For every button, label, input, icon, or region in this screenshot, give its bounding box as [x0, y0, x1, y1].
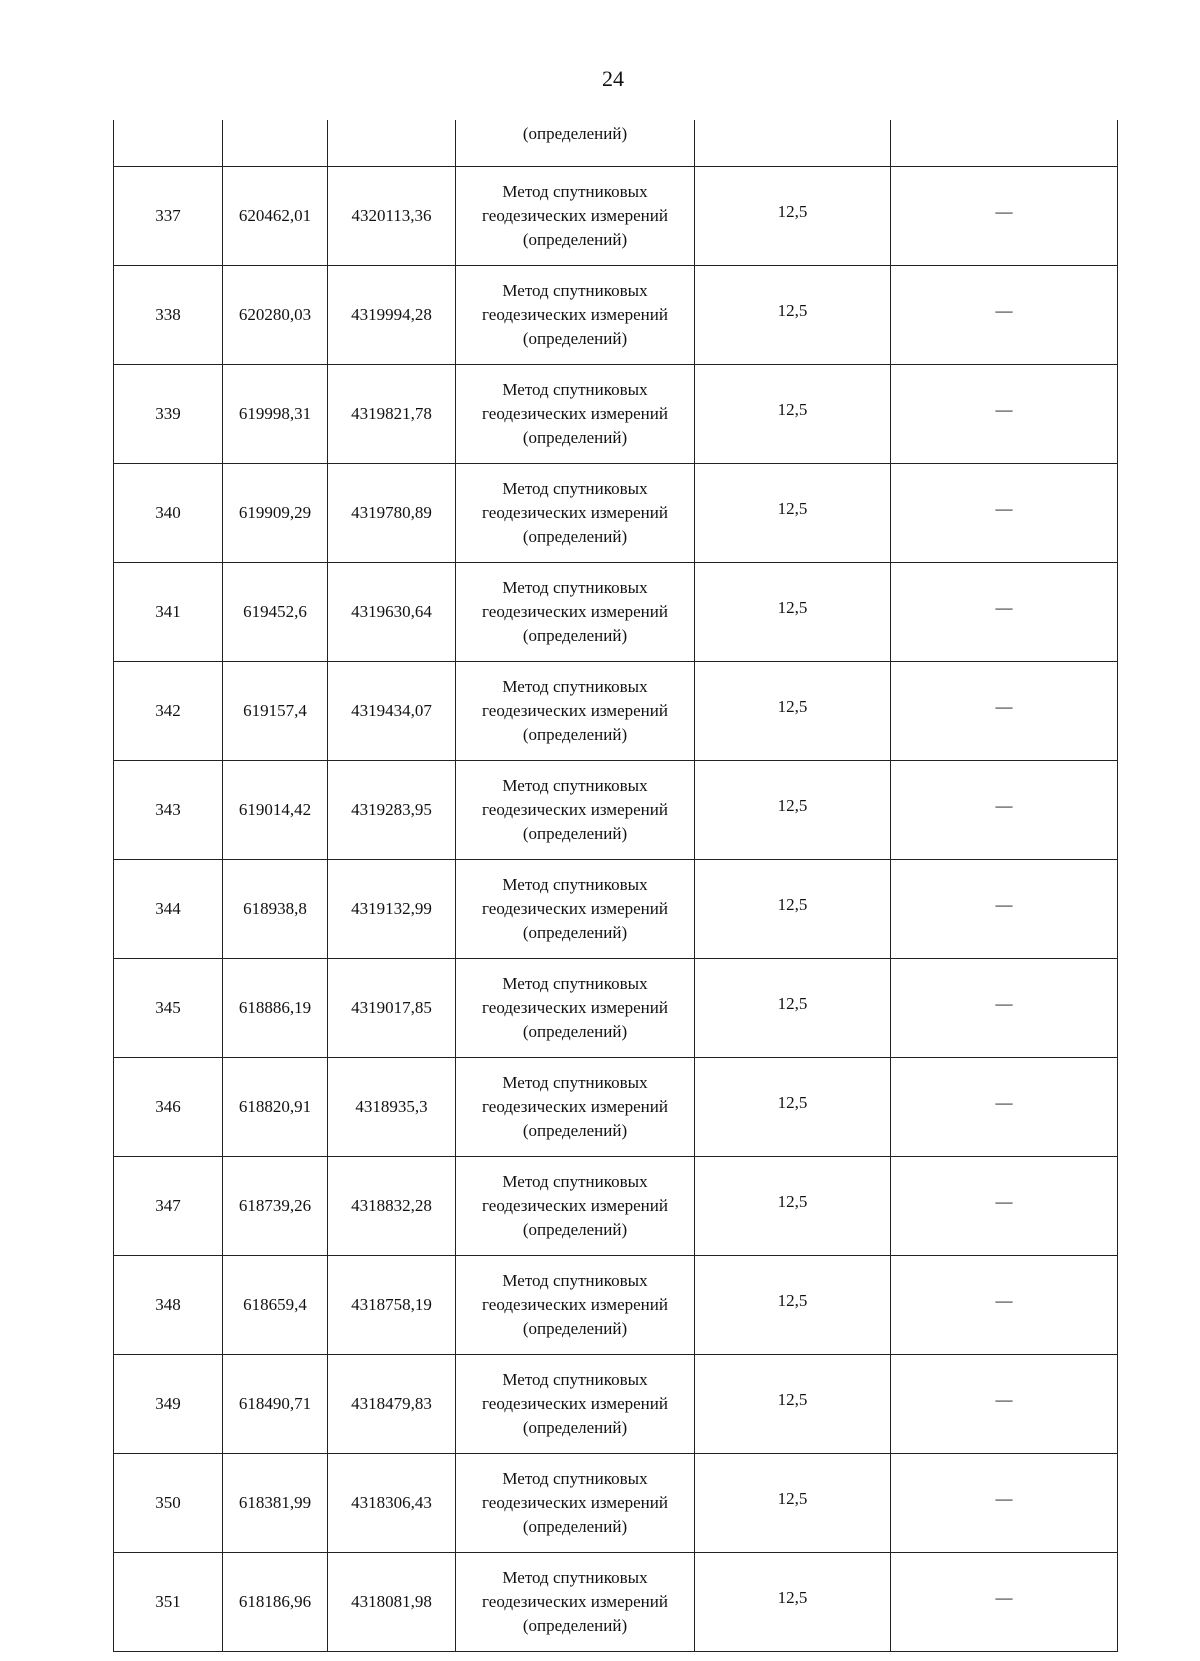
- note-cell: [891, 1553, 1118, 1652]
- note-dash: —: [995, 697, 1013, 716]
- point-number: 349: [114, 1355, 223, 1454]
- coordinate-x: 619909,29: [223, 464, 328, 563]
- note-dash: —: [995, 202, 1013, 221]
- method-line-3: (определений): [522, 1319, 628, 1338]
- method-line-2: геодезических измерений: [482, 1295, 668, 1314]
- note-dash: —: [995, 895, 1013, 914]
- coordinate-y: 4319434,07: [328, 662, 456, 761]
- error-cell: [695, 266, 891, 365]
- error-cell: [695, 563, 891, 662]
- error-value: 12,5: [777, 1093, 808, 1112]
- method-line-2: геодезических измерений: [482, 1592, 668, 1611]
- note-cell: [891, 662, 1118, 761]
- coordinate-y: 4318479,83: [328, 1355, 456, 1454]
- method-line-2: геодезических измерений: [482, 305, 668, 324]
- method-line-2: геодезических измерений: [482, 1196, 668, 1215]
- coordinate-y: 4319994,28: [328, 266, 456, 365]
- method-line-1: Метод спутниковых: [502, 1271, 648, 1290]
- method-line-1: Метод спутниковых: [502, 776, 648, 795]
- continuation-row: [114, 120, 1118, 167]
- method-line-1: Метод спутниковых: [502, 380, 648, 399]
- table-row: [114, 167, 1118, 266]
- note-dash: —: [995, 598, 1013, 617]
- table-row: [114, 1553, 1118, 1652]
- table-row: [114, 1058, 1118, 1157]
- method-cell: [456, 662, 695, 761]
- method-line-3: (определений): [522, 329, 628, 348]
- method-line-2: геодезических измерений: [482, 602, 668, 621]
- error-value: 12,5: [777, 499, 808, 518]
- error-value: 12,5: [777, 1489, 808, 1508]
- method-line-1: Метод спутниковых: [502, 1073, 648, 1092]
- coordinate-x: 618739,26: [223, 1157, 328, 1256]
- coordinate-x: 619157,4: [223, 662, 328, 761]
- table-row: [114, 959, 1118, 1058]
- continuation-cell-method: (определений): [456, 120, 695, 167]
- note-dash: —: [995, 1192, 1013, 1211]
- error-value: 12,5: [777, 697, 808, 716]
- table-row: [114, 563, 1118, 662]
- method-line-1: Метод спутниковых: [502, 182, 648, 201]
- table-row: [114, 761, 1118, 860]
- method-line-3: (определений): [522, 1022, 628, 1041]
- point-number: 342: [114, 662, 223, 761]
- method-line-3: (определений): [522, 725, 628, 744]
- point-number: 348: [114, 1256, 223, 1355]
- continuation-cell-x: [223, 120, 328, 167]
- point-number: 339: [114, 365, 223, 464]
- table-row: [114, 266, 1118, 365]
- error-cell: [695, 662, 891, 761]
- method-line-2: геодезических измерений: [482, 998, 668, 1017]
- error-cell: [695, 167, 891, 266]
- point-number: 345: [114, 959, 223, 1058]
- coordinate-x: 620280,03: [223, 266, 328, 365]
- method-cell: [456, 365, 695, 464]
- method-cell: [456, 959, 695, 1058]
- table-row: [114, 464, 1118, 563]
- method-line-1: Метод спутниковых: [502, 875, 648, 894]
- method-cell: [456, 1157, 695, 1256]
- coordinate-x: 618186,96: [223, 1553, 328, 1652]
- note-cell: [891, 1157, 1118, 1256]
- page-number: 24: [602, 66, 624, 91]
- table-row: [114, 1256, 1118, 1355]
- error-value: 12,5: [777, 1390, 808, 1409]
- note-dash: —: [995, 1588, 1013, 1607]
- coordinate-y: 4318758,19: [328, 1256, 456, 1355]
- coordinate-y: 4319630,64: [328, 563, 456, 662]
- error-value: 12,5: [777, 796, 808, 815]
- method-line-3: (определений): [522, 428, 628, 447]
- note-dash: —: [995, 796, 1013, 815]
- method-line-3: (определений): [522, 1616, 628, 1635]
- method-line-3: (определений): [522, 626, 628, 645]
- table-row: [114, 1355, 1118, 1454]
- coordinate-x: 618381,99: [223, 1454, 328, 1553]
- note-dash: —: [995, 301, 1013, 320]
- method-line-3: (определений): [522, 1121, 628, 1140]
- note-cell: [891, 167, 1118, 266]
- note-cell: [891, 1058, 1118, 1157]
- note-cell: [891, 563, 1118, 662]
- method-line-3: (определений): [522, 230, 628, 249]
- coordinate-x: 618938,8: [223, 860, 328, 959]
- coordinate-x: 620462,01: [223, 167, 328, 266]
- error-value: 12,5: [777, 400, 808, 419]
- method-line-1: Метод спутниковых: [502, 1469, 648, 1488]
- continuation-cell-y: [328, 120, 456, 167]
- note-dash: —: [995, 1489, 1013, 1508]
- coordinate-y: 4320113,36: [328, 167, 456, 266]
- error-cell: [695, 959, 891, 1058]
- continuation-cell-error: [695, 120, 891, 167]
- note-dash: —: [995, 1093, 1013, 1112]
- method-line-2: геодезических измерений: [482, 701, 668, 720]
- coordinate-y: 4319132,99: [328, 860, 456, 959]
- note-cell: [891, 464, 1118, 563]
- note-cell: [891, 1256, 1118, 1355]
- coordinate-x: 618659,4: [223, 1256, 328, 1355]
- error-cell: [695, 365, 891, 464]
- method-line-2: геодезических измерений: [482, 899, 668, 918]
- coordinate-y: 4318306,43: [328, 1454, 456, 1553]
- method-line-1: Метод спутниковых: [502, 479, 648, 498]
- error-cell: [695, 1058, 891, 1157]
- method-line-1: Метод спутниковых: [502, 1370, 648, 1389]
- method-cell: [456, 1355, 695, 1454]
- method-cell: [456, 266, 695, 365]
- coordinate-y: 4319017,85: [328, 959, 456, 1058]
- coordinate-x: 619014,42: [223, 761, 328, 860]
- table-row: [114, 1157, 1118, 1256]
- method-line-3: (определений): [522, 527, 628, 546]
- method-line-3: (определений): [522, 1418, 628, 1437]
- coordinate-y: 4318081,98: [328, 1553, 456, 1652]
- coordinate-x: 618820,91: [223, 1058, 328, 1157]
- table-row: [114, 365, 1118, 464]
- coordinates-table: [113, 120, 1118, 1652]
- error-value: 12,5: [777, 202, 808, 221]
- point-number: 340: [114, 464, 223, 563]
- point-number: 344: [114, 860, 223, 959]
- coordinate-y: 4319780,89: [328, 464, 456, 563]
- coordinate-y: 4318832,28: [328, 1157, 456, 1256]
- point-number: 337: [114, 167, 223, 266]
- method-line-1: Метод спутниковых: [502, 578, 648, 597]
- method-cell: [456, 1553, 695, 1652]
- note-cell: [891, 860, 1118, 959]
- method-line-2: геодезических измерений: [482, 503, 668, 522]
- method-cell: [456, 464, 695, 563]
- error-cell: [695, 761, 891, 860]
- error-value: 12,5: [777, 1291, 808, 1310]
- method-line-2: геодезических измерений: [482, 404, 668, 423]
- error-value: 12,5: [777, 1192, 808, 1211]
- note-dash: —: [995, 499, 1013, 518]
- error-value: 12,5: [777, 301, 808, 320]
- coordinate-y: 4319283,95: [328, 761, 456, 860]
- coordinate-y: 4318935,3: [328, 1058, 456, 1157]
- method-line-1: Метод спутниковых: [502, 974, 648, 993]
- method-line-3: (определений): [522, 824, 628, 843]
- note-cell: [891, 266, 1118, 365]
- table-body: [114, 120, 1118, 1652]
- method-cell: [456, 860, 695, 959]
- method-line-2: геодезических измерений: [482, 1097, 668, 1116]
- error-value: 12,5: [777, 994, 808, 1013]
- coordinate-x: 619998,31: [223, 365, 328, 464]
- note-dash: —: [995, 994, 1013, 1013]
- method-cell: [456, 563, 695, 662]
- point-number: 343: [114, 761, 223, 860]
- method-line-2: геодезических измерений: [482, 1493, 668, 1512]
- note-cell: [891, 1355, 1118, 1454]
- error-cell: [695, 1157, 891, 1256]
- note-dash: —: [995, 400, 1013, 419]
- method-line-1: Метод спутниковых: [502, 677, 648, 696]
- point-number: 347: [114, 1157, 223, 1256]
- coordinate-x: 618490,71: [223, 1355, 328, 1454]
- method-line-1: Метод спутниковых: [502, 281, 648, 300]
- note-cell: [891, 1454, 1118, 1553]
- coordinate-x: 618886,19: [223, 959, 328, 1058]
- method-line-1: Метод спутниковых: [502, 1172, 648, 1191]
- error-value: 12,5: [777, 598, 808, 617]
- error-value: 12,5: [777, 895, 808, 914]
- point-number: 346: [114, 1058, 223, 1157]
- error-cell: [695, 464, 891, 563]
- table-row: [114, 662, 1118, 761]
- note-cell: [891, 959, 1118, 1058]
- continuation-cell-note: [891, 120, 1118, 167]
- method-line-3: (определений): [522, 1220, 628, 1239]
- method-line-2: геодезических измерений: [482, 1394, 668, 1413]
- continuation-cell-number: [114, 120, 223, 167]
- table-row: [114, 1454, 1118, 1553]
- table-row: [114, 860, 1118, 959]
- method-line-3: (определений): [522, 923, 628, 942]
- method-line-1: Метод спутниковых: [502, 1568, 648, 1587]
- note-cell: [891, 365, 1118, 464]
- method-cell: [456, 761, 695, 860]
- point-number: 341: [114, 563, 223, 662]
- error-cell: [695, 1355, 891, 1454]
- coordinate-x: 619452,6: [223, 563, 328, 662]
- method-line-2: геодезических измерений: [482, 206, 668, 225]
- error-cell: [695, 1454, 891, 1553]
- method-cell: [456, 1454, 695, 1553]
- method-cell: [456, 1256, 695, 1355]
- error-cell: [695, 1256, 891, 1355]
- error-cell: [695, 860, 891, 959]
- note-dash: —: [995, 1291, 1013, 1310]
- note-cell: [891, 761, 1118, 860]
- method-line-2: геодезических измерений: [482, 800, 668, 819]
- note-dash: —: [995, 1390, 1013, 1409]
- error-cell: [695, 1553, 891, 1652]
- coordinate-y: 4319821,78: [328, 365, 456, 464]
- method-cell: [456, 167, 695, 266]
- error-value: 12,5: [777, 1588, 808, 1607]
- method-line-3: (определений): [522, 1517, 628, 1536]
- point-number: 351: [114, 1553, 223, 1652]
- method-cell: [456, 1058, 695, 1157]
- point-number: 350: [114, 1454, 223, 1553]
- point-number: 338: [114, 266, 223, 365]
